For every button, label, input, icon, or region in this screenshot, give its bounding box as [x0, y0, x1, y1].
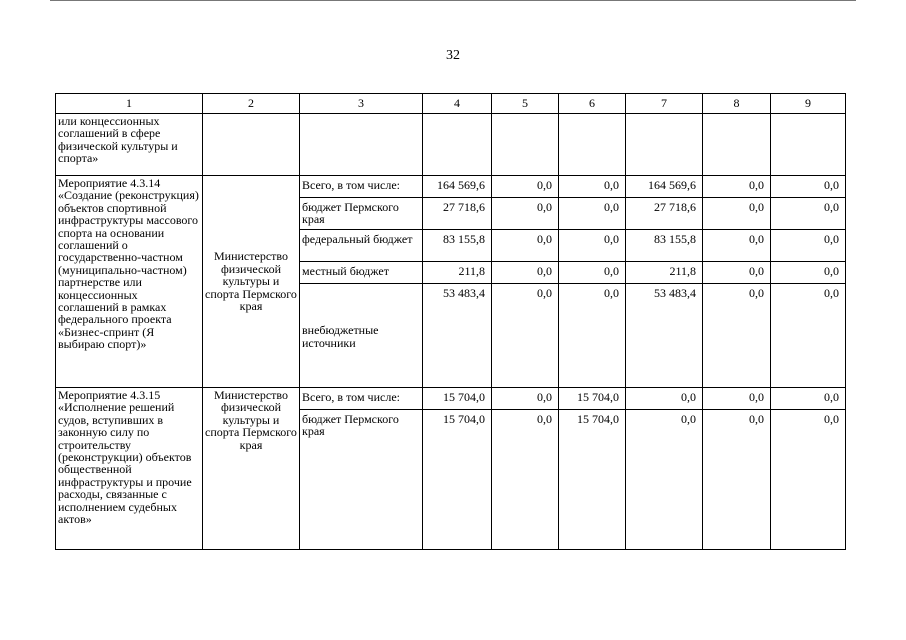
value-cell: 164 569,6 [423, 176, 492, 198]
value-cell: 0,0 [626, 388, 703, 410]
column-header: 1 [56, 94, 203, 114]
value-cell: 0,0 [492, 198, 559, 230]
value-cell: 0,0 [703, 230, 771, 262]
column-header: 6 [559, 94, 626, 114]
value-cell: 0,0 [492, 176, 559, 198]
page-number: 32 [446, 48, 460, 63]
value-cell: 15 704,0 [559, 388, 626, 410]
value-cell: 27 718,6 [626, 198, 703, 230]
value-cell: 211,8 [423, 262, 492, 284]
value-cell: 0,0 [492, 284, 559, 388]
value-cell: 0,0 [771, 262, 846, 284]
value-cell: 0,0 [492, 410, 559, 550]
value-cell: 0,0 [771, 388, 846, 410]
value-cell: 15 704,0 [423, 410, 492, 550]
scan-edge-line [50, 0, 856, 1]
value-cell: 0,0 [703, 284, 771, 388]
measure-title: Мероприятие 4.3.14 «Создание (реконструкция) объектов спортивной инфраструктуры массового спорта на основании соглашений о государственно-частном (муниципально-частном) партнерстве или концессионных соглашений в рамках федерального проекта «Бизнес-спринт (Я выбираю спорт)» [56, 176, 203, 388]
column-header: 2 [203, 94, 300, 114]
value-cell: 15 704,0 [559, 410, 626, 550]
funding-source: бюджет Пермского края [300, 198, 423, 230]
value-cell: 0,0 [771, 284, 846, 388]
value-cell: 53 483,4 [423, 284, 492, 388]
budget-table [55, 93, 846, 550]
value-cell: 83 155,8 [626, 230, 703, 262]
value-cell: 211,8 [626, 262, 703, 284]
value-cell: 0,0 [703, 410, 771, 550]
value-cell: 0,0 [492, 230, 559, 262]
column-header: 3 [300, 94, 423, 114]
value-cell: 0,0 [492, 388, 559, 410]
value-cell: 0,0 [559, 230, 626, 262]
funding-source: внебюджетные источники [300, 284, 423, 388]
column-header: 7 [626, 94, 703, 114]
value-cell: 0,0 [703, 388, 771, 410]
value-cell: 0,0 [771, 410, 846, 550]
ministry-name: Министерство физической культуры и спорта Пермского края [203, 388, 300, 550]
value-cell: 0,0 [559, 176, 626, 198]
value-cell: 0,0 [492, 262, 559, 284]
funding-source: бюджет Пермского края [300, 410, 423, 550]
funding-source: Всего, в том числе: [300, 388, 423, 410]
table-row [56, 176, 846, 198]
funding-source: Всего, в том числе: [300, 176, 423, 198]
value-cell: 0,0 [771, 176, 846, 198]
column-header: 9 [771, 94, 846, 114]
value-cell: 83 155,8 [423, 230, 492, 262]
value-cell: 0,0 [771, 198, 846, 230]
value-cell: 53 483,4 [626, 284, 703, 388]
funding-source: федеральный бюджет [300, 230, 423, 262]
table-row [56, 388, 846, 410]
funding-source: местный бюджет [300, 262, 423, 284]
table-row-continuation [56, 114, 846, 176]
value-cell: 0,0 [703, 176, 771, 198]
value-cell: 0,0 [559, 284, 626, 388]
value-cell: 164 569,6 [626, 176, 703, 198]
value-cell: 0,0 [703, 262, 771, 284]
column-header: 4 [423, 94, 492, 114]
continuation-text: или концессионных соглашений в сфере физической культуры и спорта» [56, 114, 203, 176]
value-cell: 27 718,6 [423, 198, 492, 230]
value-cell: 0,0 [771, 230, 846, 262]
column-header: 8 [703, 94, 771, 114]
value-cell: 0,0 [559, 198, 626, 230]
column-header-row [56, 94, 846, 114]
value-cell: 0,0 [559, 262, 626, 284]
value-cell: 0,0 [626, 410, 703, 550]
ministry-name: Министерство физической культуры и спорта Пермского края [203, 176, 300, 388]
value-cell: 0,0 [703, 198, 771, 230]
column-header: 5 [492, 94, 559, 114]
value-cell: 15 704,0 [423, 388, 492, 410]
measure-title: Мероприятие 4.3.15 «Исполнение решений судов, вступивших в законную силу по строительству (реконструкции) объектов общественной инфраструктуры и прочие расходы, связанные с исполнением судебных актов» [56, 388, 203, 550]
